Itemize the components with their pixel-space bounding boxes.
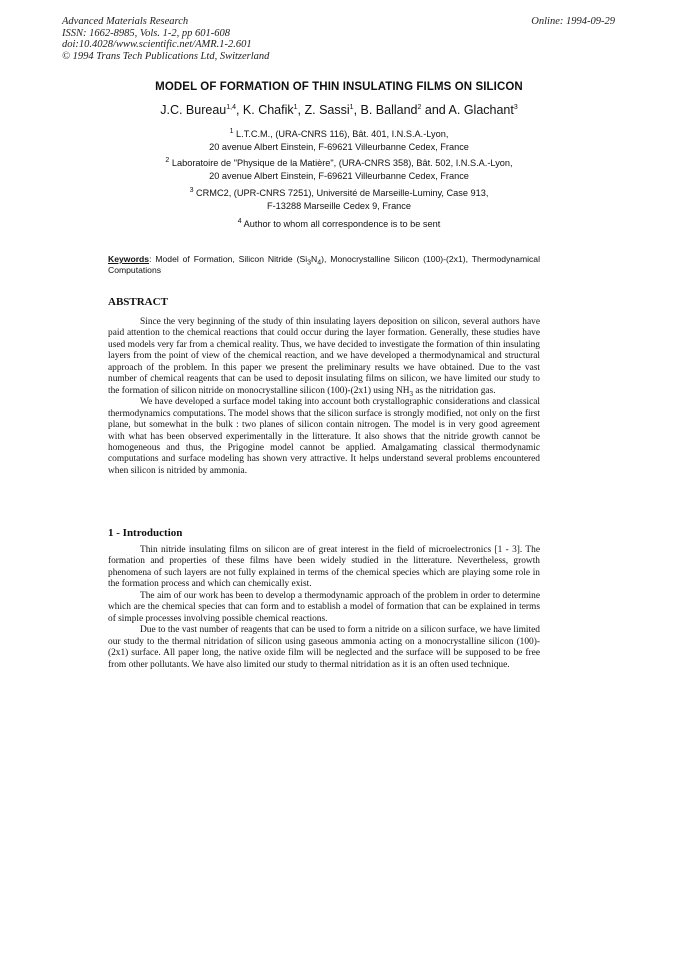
intro-paragraph: Thin nitride insulating films on silicon are of great interest in the field of microelectronics [1 - 3]. The formation and properties of these films have been widely studied in the litterature. Nevertheless, growth phenomena of such layers are not fully explained in terms of the chemical species which are playing some role in the formation process and which can chemically exist. (108, 545, 540, 590)
affil-line: 20 avenue Albert Einstein, F-69621 Villeurbanne Cedex, France (209, 170, 469, 181)
keywords-text: ), Monocrystalline Silicon (100)-(2x1), Thermodynamical Computations (108, 254, 540, 275)
affiliation-2 (0, 157, 678, 182)
author-name: A. Glachant (448, 103, 514, 117)
intro-paragraph: The aim of our work has been to develop a thermodynamic approach of the problem in order to determine which are the chemical species that can form and to establish a model of formation that can be explained in terms of simple processes involving possible chemical reactions. (108, 590, 540, 624)
journal-name: Advanced Materials Research (62, 16, 189, 27)
journal-copyright: © 1994 Trans Tech Publications Ltd, Switzerland (62, 50, 270, 62)
affil-line: Author to whom all correspondence is to be sent (243, 219, 441, 229)
author-name: Z. Sassi (304, 103, 350, 117)
author-name: B. Balland (360, 103, 418, 117)
keywords-text: : Model of Formation, Silicon Nitride (Si (149, 254, 308, 264)
journal-doi: doi:10.4028/www.scientific.net/AMR.1-2.601 (62, 39, 252, 50)
affil-line: 20 avenue Albert Einstein, F-69621 Villeurbanne Cedex, France (209, 141, 469, 152)
introduction-heading: 1 - Introduction (108, 527, 183, 539)
paper-title: MODEL OF FORMATION OF THIN INSULATING FILMS ON SILICON (155, 81, 523, 93)
abstract-heading: ABSTRACT (108, 296, 168, 308)
journal-header (62, 16, 269, 62)
paragraph-text: Since the very beginning of the study of thin insulating layers deposition on silicon, several authors have paid attention to the chemical reactions that could occur during the layer formation. Generally, these studies have used models very far from a chemical reality. Thus, we have decided to investigate the formation of thin insulating layers from the point of view of the chemical reaction, and we have developed a thermodynamical and structural approach of the problem. In this paper we present the preliminary results we have obtained. Due to the vast number of chemical reagents that can be used to deposit insulating films on silicon, we have limited our study to the formation of silicon nitride on monocrystalline silicon (100)-(2x1) using NH (108, 317, 540, 396)
intro-paragraph: Due to the vast number of reagents that can be used to form a nitride on a silicon surface, we have limited our study to the thermal nitridation of silicon using gaseous ammonia acting on a monocrystalline silicon (100)-(2x1) surface. All paper long, the native oxide film will be neglected and the surface will be supposed to be free from other pollutants. We have also limited our study to thermal nitridation as it is an often used technique. (108, 625, 540, 670)
author-name: J.C. Bureau (160, 103, 227, 117)
author-separator: and (421, 103, 449, 117)
paragraph-text: as the nitridation gas. (413, 385, 496, 396)
affil-line: F-13288 Marseille Cedex 9, France (266, 200, 411, 211)
introduction-body (108, 545, 540, 671)
affil-mark: 4 (237, 217, 242, 225)
author-separator: , (353, 103, 361, 117)
author-affil-mark: 1 (349, 103, 354, 111)
author-name: K. Chafik (242, 103, 294, 117)
affiliation-3 (0, 187, 678, 212)
author-affil-mark: 3 (513, 103, 518, 111)
author-list (0, 103, 678, 117)
subscript: 4 (317, 259, 322, 267)
affil-line: CRMC2, (UPR-CNRS 7251), Université de Marseille-Luminy, Case 913, (196, 188, 489, 198)
affiliation-4 (0, 218, 678, 231)
online-date: Online: 1994-09-29 (531, 16, 615, 27)
subscript: 3 (307, 259, 312, 267)
author-separator: , (235, 103, 243, 117)
abstract-paragraph (108, 317, 540, 397)
affil-mark: 1 (229, 127, 234, 135)
author-affil-mark: 2 (417, 103, 422, 111)
abstract-paragraph: We have developed a surface model taking into account both crystallographic considerations and classical thermodynamics computations. The model shows that the silicon surface is strongly modified, not only on the first plane, but somewhat in the bulk : two planes of silicon contain nitrogen. The model is in very good agreement with what has been observed experimentally in the litterature. It also shows that the nitride growth cannot be homogeneous and thus, the Prigogine model cannot be applied. Amalgamating classical thermodynamic computations and surface modeling has shown very attractive. It helps understand several problems encountered when silicon is nitrided by ammonia. (108, 397, 540, 476)
abstract-body (108, 317, 540, 477)
affil-mark: 2 (165, 156, 170, 164)
affiliation-1 (0, 128, 678, 153)
keywords (108, 254, 540, 276)
affil-line: L.T.C.M., (URA-CNRS 116), Bât. 401, I.N.S.A.-Lyon, (236, 129, 449, 139)
author-affil-mark: 1,4 (226, 103, 236, 111)
keywords-text: N (311, 254, 318, 264)
affil-line: Laboratoire de "Physique de la Matière", (URA-CNRS 358), Bât. 502, I.N.S.A.-Lyon, (171, 158, 513, 168)
subscript: 3 (409, 389, 414, 398)
journal-issn: ISSN: 1662-8985, Vols. 1-2, pp 601-608 (62, 27, 230, 39)
affil-mark: 3 (189, 186, 194, 194)
author-affil-mark: 1 (293, 103, 298, 111)
author-separator: , (297, 103, 305, 117)
keywords-label: Keywords (108, 254, 150, 264)
